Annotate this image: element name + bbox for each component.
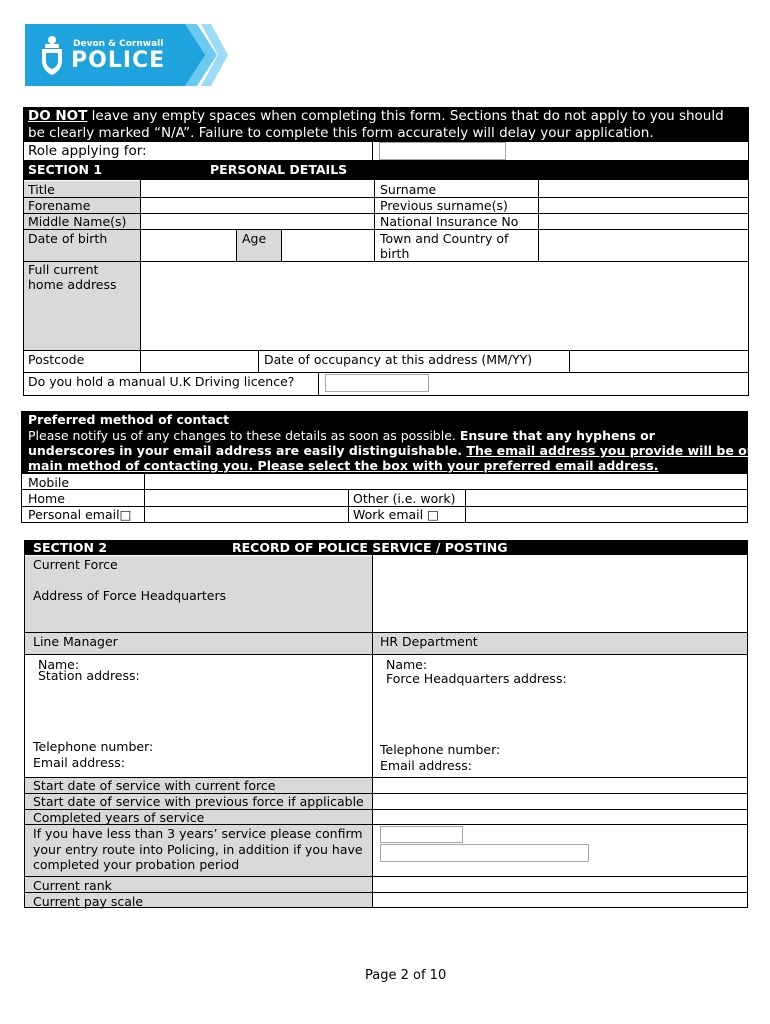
previous-surnames-input[interactable] (539, 198, 748, 213)
role-label: Role applying for: (28, 143, 147, 159)
entry-route-field[interactable] (380, 826, 463, 843)
completed-years-input[interactable] (373, 810, 747, 824)
contact-heading: Preferred method of contact (28, 412, 230, 427)
label-completed-years: Completed years of service (33, 810, 205, 825)
start-date-previous-input[interactable] (373, 794, 747, 809)
less-than-3-line-3: completed your probation period (33, 857, 240, 872)
driving-licence-field[interactable] (325, 374, 429, 392)
label-age: Age (242, 231, 267, 246)
label-home: Home (28, 491, 65, 506)
role-applying-field[interactable] (379, 142, 506, 160)
logo-police-wordmark: POLICE (71, 48, 166, 73)
forename-input[interactable] (141, 198, 374, 213)
label-surname: Surname (380, 182, 437, 197)
personal-email-input[interactable] (145, 507, 348, 522)
section1-number: SECTION 1 (28, 162, 103, 177)
current-pay-scale-input[interactable] (373, 893, 747, 907)
hr-telephone-label: Telephone number: (380, 742, 501, 757)
postcode-input[interactable] (141, 351, 258, 372)
middle-names-input[interactable] (141, 214, 374, 229)
police-logo (25, 24, 228, 86)
label-occupancy-date: Date of occupancy at this address (MM/YY) (264, 352, 533, 367)
other-input[interactable] (466, 490, 747, 506)
label-hr-department: HR Department (380, 634, 478, 649)
label-current-pay-scale: Current pay scale (33, 894, 144, 909)
label-line-manager: Line Manager (33, 634, 118, 649)
label-mobile: Mobile (28, 475, 70, 490)
label-forename: Forename (28, 198, 91, 213)
label-force-hq-address: Address of Force Headquarters (33, 588, 227, 603)
label-address-1: Full current (28, 262, 99, 277)
section1-header (23, 160, 749, 180)
contact-line-1: Please notify us of any changes to these details as soon as possible. Ensure that any hyphens or (28, 428, 655, 443)
label-town-country-1: Town and Country of (380, 231, 509, 246)
logo-org-line: Devon & Cornwall (73, 39, 164, 49)
start-date-current-input[interactable] (373, 778, 747, 793)
station-address-label: Station address: (38, 668, 140, 683)
label-date-of-birth: Date of birth (28, 231, 108, 246)
label-postcode: Postcode (28, 352, 85, 367)
label-town-country-2: birth (380, 246, 410, 261)
line-manager-telephone-label: Telephone number: (33, 739, 154, 754)
notice-line-2: be clearly marked “N/A”. Failure to complete this form accurately will delay your application. (28, 125, 654, 141)
label-middle-names: Middle Name(s) (28, 214, 127, 229)
line-manager-name-label: Name: (38, 657, 80, 672)
line-manager-email-label: Email address: (33, 755, 125, 770)
hr-force-hq-address-label: Force Headquarters address: (386, 671, 567, 686)
surname-input[interactable] (539, 181, 748, 197)
title-input[interactable] (141, 181, 374, 197)
section1-title: PERSONAL DETAILS (210, 162, 348, 177)
label-current-force: Current Force (33, 557, 118, 572)
contact-line-3: main method of contacting you. Please select the box with your preferred email address. (28, 458, 659, 473)
section2-title: RECORD OF POLICE SERVICE / POSTING (232, 540, 508, 555)
occupancy-date-input[interactable] (570, 351, 748, 372)
less-than-3-line-2: your entry route into Policing, in addition if you have (33, 842, 363, 857)
current-force-input[interactable] (373, 556, 747, 632)
town-country-birth-input[interactable] (539, 230, 748, 261)
section2-number: SECTION 2 (33, 540, 108, 555)
contact-line-2: underscores in your email address are easily distinguishable. The email address you provide will be our (28, 443, 762, 458)
home-address-input[interactable] (141, 262, 748, 350)
label-current-rank: Current rank (33, 878, 112, 893)
hr-email-label: Email address: (380, 758, 472, 773)
label-personal-email[interactable]: Personal email□ (28, 507, 132, 522)
date-of-birth-input[interactable] (141, 230, 236, 261)
home-input[interactable] (145, 490, 348, 506)
age-input[interactable] (282, 230, 374, 261)
label-work-email[interactable]: Work email □ (353, 507, 439, 522)
line-manager-details-input[interactable] (25, 655, 372, 777)
hr-department-details-input[interactable] (373, 655, 747, 777)
label-title: Title (28, 182, 55, 197)
hr-name-label: Name: (386, 657, 428, 672)
label-start-date-current: Start date of service with current force (33, 778, 276, 793)
work-email-input[interactable] (466, 507, 747, 522)
label-address-2: home address (28, 277, 117, 292)
current-rank-input[interactable] (373, 877, 747, 892)
ni-number-input[interactable] (539, 214, 748, 229)
label-other: Other (i.e. work) (353, 491, 456, 506)
less-than-3-line-1: If you have less than 3 years’ service please confirm (33, 826, 363, 841)
label-driving-licence: Do you hold a manual U.K Driving licence? (28, 374, 295, 389)
page-number: Page 2 of 10 (365, 968, 447, 983)
mobile-input[interactable] (145, 475, 747, 489)
label-start-date-previous: Start date of service with previous force if applicable (33, 794, 364, 809)
label-previous-surnames: Previous surname(s) (380, 198, 508, 213)
notice-line-1: DO NOT leave any empty spaces when completing this form. Sections that do not apply to you should (28, 108, 724, 124)
label-ni-number: National Insurance No (380, 214, 519, 229)
probation-field[interactable] (380, 844, 589, 862)
